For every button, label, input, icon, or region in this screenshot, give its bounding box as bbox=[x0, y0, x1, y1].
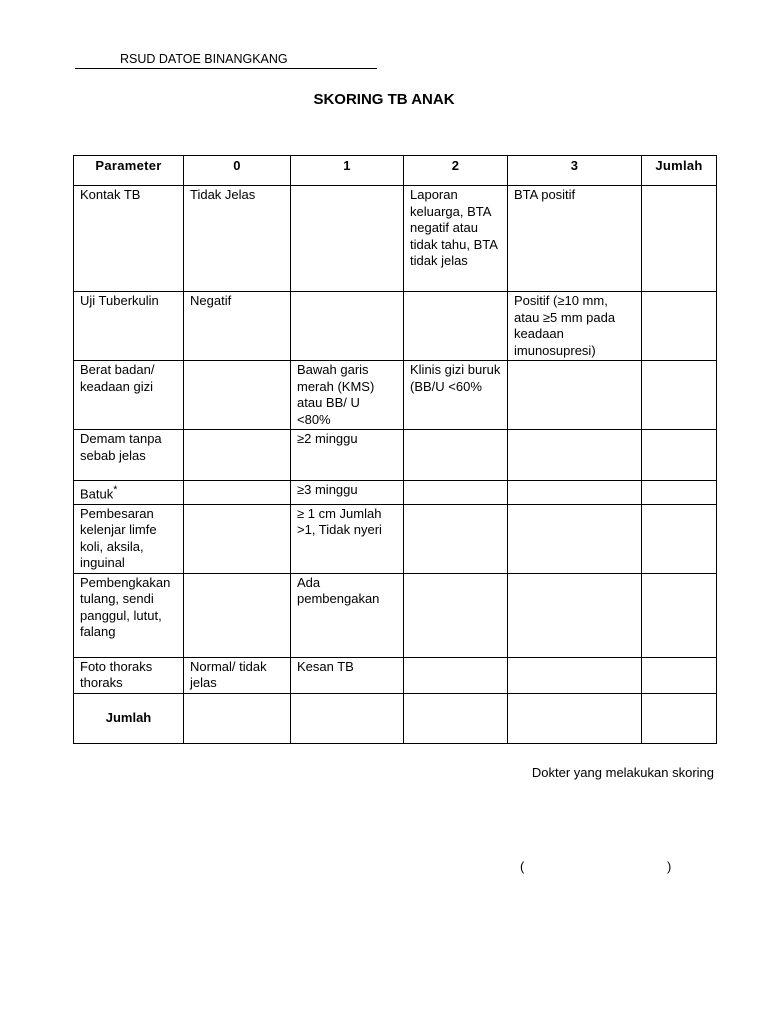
score-2-cell: Klinis gizi buruk (BB/U <60% bbox=[404, 361, 508, 430]
score-3-cell: Positif (≥10 mm, atau ≥5 mm pada keadaan imunosupresi) bbox=[508, 292, 642, 361]
jumlah-cell[interactable] bbox=[642, 504, 717, 573]
score-1-cell: ≥3 minggu bbox=[291, 481, 404, 505]
scoring-table bbox=[73, 155, 717, 744]
signature-open-paren: ( bbox=[520, 859, 525, 874]
total-score-1[interactable] bbox=[291, 693, 404, 743]
hospital-name-text: RSUD DATOE BINANGKANG bbox=[120, 52, 288, 66]
score-2-cell: Laporan keluarga, BTA negatif atau tidak tahu, BTA tidak jelas bbox=[404, 186, 508, 292]
param-cell: Foto thoraks thoraks bbox=[74, 657, 184, 693]
score-2-cell bbox=[404, 573, 508, 657]
param-cell: Pembengkakan tulang, sendi panggul, lutut, falang bbox=[74, 573, 184, 657]
score-0-cell: Tidak Jelas bbox=[184, 186, 291, 292]
total-label: Jumlah bbox=[74, 693, 184, 743]
jumlah-cell[interactable] bbox=[642, 186, 717, 292]
score-3-cell bbox=[508, 361, 642, 430]
score-1-cell bbox=[291, 292, 404, 361]
score-2-cell bbox=[404, 292, 508, 361]
score-2-cell bbox=[404, 430, 508, 481]
score-0-cell bbox=[184, 430, 291, 481]
total-score-0[interactable] bbox=[184, 693, 291, 743]
table-row bbox=[74, 573, 717, 657]
table-row bbox=[74, 186, 717, 292]
total-score-3[interactable] bbox=[508, 693, 642, 743]
score-3-cell bbox=[508, 657, 642, 693]
score-1-cell: ≥ 1 cm Jumlah >1, Tidak nyeri bbox=[291, 504, 404, 573]
jumlah-cell[interactable] bbox=[642, 657, 717, 693]
document-title: SKORING TB ANAK bbox=[313, 91, 455, 108]
total-score-2[interactable] bbox=[404, 693, 508, 743]
col-header-score-2: 2 bbox=[404, 156, 508, 186]
table-row bbox=[74, 292, 717, 361]
score-3-cell bbox=[508, 430, 642, 481]
score-1-cell: Bawah garis merah (KMS) atau BB/ U <80% bbox=[291, 361, 404, 430]
param-cell: Kontak TB bbox=[74, 186, 184, 292]
score-1-cell: ≥2 minggu bbox=[291, 430, 404, 481]
score-3-cell bbox=[508, 504, 642, 573]
score-0-cell: Negatif bbox=[184, 292, 291, 361]
param-cell: Uji Tuberkulin bbox=[74, 292, 184, 361]
col-header-score-3: 3 bbox=[508, 156, 642, 186]
score-0-cell bbox=[184, 361, 291, 430]
table-row bbox=[74, 361, 717, 430]
table-row bbox=[74, 430, 717, 481]
col-header-score-0: 0 bbox=[184, 156, 291, 186]
score-1-cell: Kesan TB bbox=[291, 657, 404, 693]
score-2-cell bbox=[404, 481, 508, 505]
signature-label: Dokter yang melakukan skoring bbox=[531, 765, 714, 780]
score-3-cell bbox=[508, 481, 642, 505]
total-row bbox=[74, 693, 717, 743]
table-header-row bbox=[74, 156, 717, 186]
score-1-cell: Ada pembengakan bbox=[291, 573, 404, 657]
jumlah-cell[interactable] bbox=[642, 573, 717, 657]
col-header-parameter: Parameter bbox=[74, 156, 184, 186]
param-cell: Demam tanpa sebab jelas bbox=[74, 430, 184, 481]
param-cell: Berat badan/ keadaan gizi bbox=[74, 361, 184, 430]
col-header-jumlah: Jumlah bbox=[642, 156, 717, 186]
jumlah-cell[interactable] bbox=[642, 292, 717, 361]
table-row bbox=[74, 657, 717, 693]
hospital-name bbox=[75, 52, 377, 69]
col-header-score-1: 1 bbox=[291, 156, 404, 186]
footnote-marker: * bbox=[113, 484, 118, 496]
signature-close-paren: ) bbox=[667, 859, 672, 874]
score-0-cell bbox=[184, 481, 291, 505]
jumlah-cell[interactable] bbox=[642, 481, 717, 505]
score-0-cell bbox=[184, 573, 291, 657]
param-cell bbox=[74, 481, 184, 505]
table-row bbox=[74, 481, 717, 505]
table-row bbox=[74, 504, 717, 573]
score-3-cell: BTA positif bbox=[508, 186, 642, 292]
total-jumlah[interactable] bbox=[642, 693, 717, 743]
score-2-cell bbox=[404, 657, 508, 693]
score-0-cell: Normal/ tidak jelas bbox=[184, 657, 291, 693]
score-3-cell bbox=[508, 573, 642, 657]
jumlah-cell[interactable] bbox=[642, 361, 717, 430]
jumlah-cell[interactable] bbox=[642, 430, 717, 481]
score-2-cell bbox=[404, 504, 508, 573]
score-0-cell bbox=[184, 504, 291, 573]
param-cell: Pembesaran kelenjar limfe koli, aksila, inguinal bbox=[74, 504, 184, 573]
score-1-cell bbox=[291, 186, 404, 292]
param-text: Batuk bbox=[80, 486, 114, 502]
